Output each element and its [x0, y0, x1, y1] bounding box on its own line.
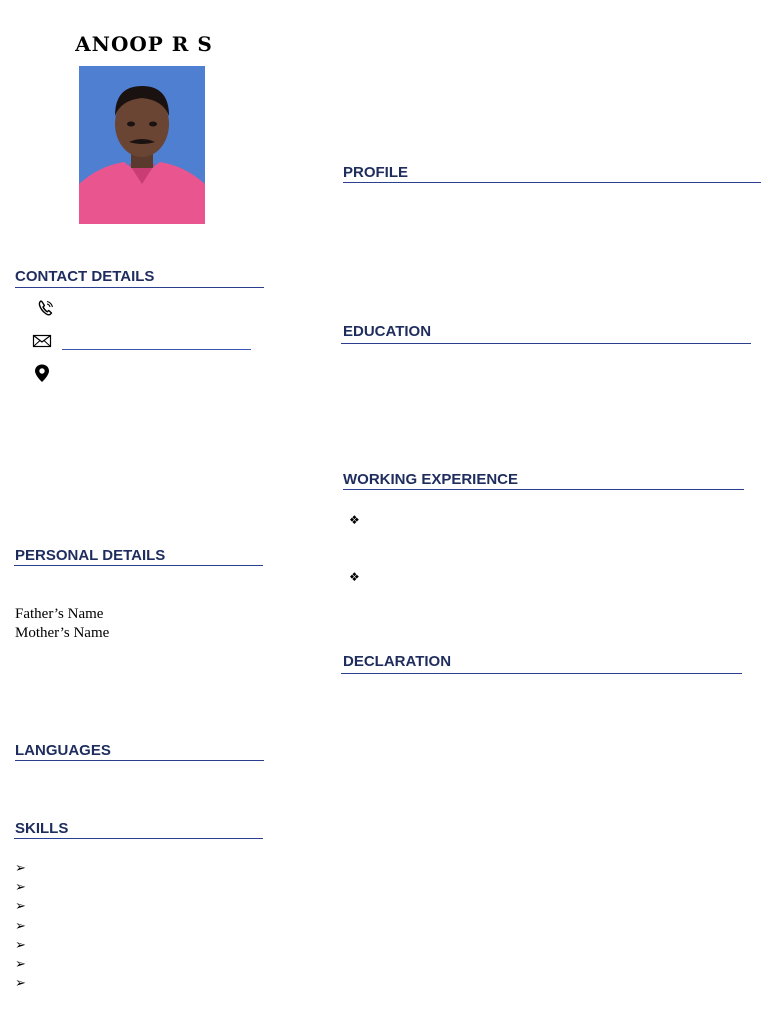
education-rule: [341, 343, 751, 344]
contact-details-heading: CONTACT DETAILS: [15, 268, 155, 285]
skills-heading: SKILLS: [15, 820, 69, 837]
skill-bullet: ➢: [15, 957, 26, 972]
languages-heading: LANGUAGES: [15, 742, 111, 759]
working-experience-heading: WORKING EXPERIENCE: [343, 471, 519, 488]
skill-bullet: ➢: [15, 861, 26, 876]
envelope-icon: [32, 331, 52, 351]
profile-heading: PROFILE: [343, 164, 409, 181]
personal-details-heading: PERSONAL DETAILS: [15, 547, 166, 564]
profile-rule: [343, 182, 761, 183]
languages-rule: [15, 760, 264, 761]
mothers-name-label: Mother’s Name: [15, 625, 110, 641]
experience-bullet: ❖: [349, 513, 360, 527]
skill-bullet: ➢: [15, 976, 26, 991]
skills-rule: [14, 838, 263, 839]
skill-bullet: ➢: [15, 880, 26, 895]
personal-details-rule: [14, 565, 263, 566]
email-underline: [62, 349, 251, 350]
phone-icon: [36, 298, 56, 318]
working-experience-rule: [343, 489, 744, 490]
skill-bullet: ➢: [15, 899, 26, 914]
fathers-name-label: Father’s Name: [15, 606, 104, 622]
contact-details-rule: [15, 287, 264, 288]
declaration-heading: DECLARATION: [343, 653, 452, 670]
profile-photo: [79, 66, 205, 224]
education-heading: EDUCATION: [343, 323, 432, 340]
candidate-name: ANOOP R S: [75, 32, 213, 56]
declaration-rule: [341, 673, 742, 674]
skill-bullet: ➢: [15, 938, 26, 953]
portrait-image: [79, 66, 205, 224]
skill-bullet: ➢: [15, 919, 26, 934]
location-pin-icon: [32, 363, 52, 383]
experience-bullet: ❖: [349, 570, 360, 584]
